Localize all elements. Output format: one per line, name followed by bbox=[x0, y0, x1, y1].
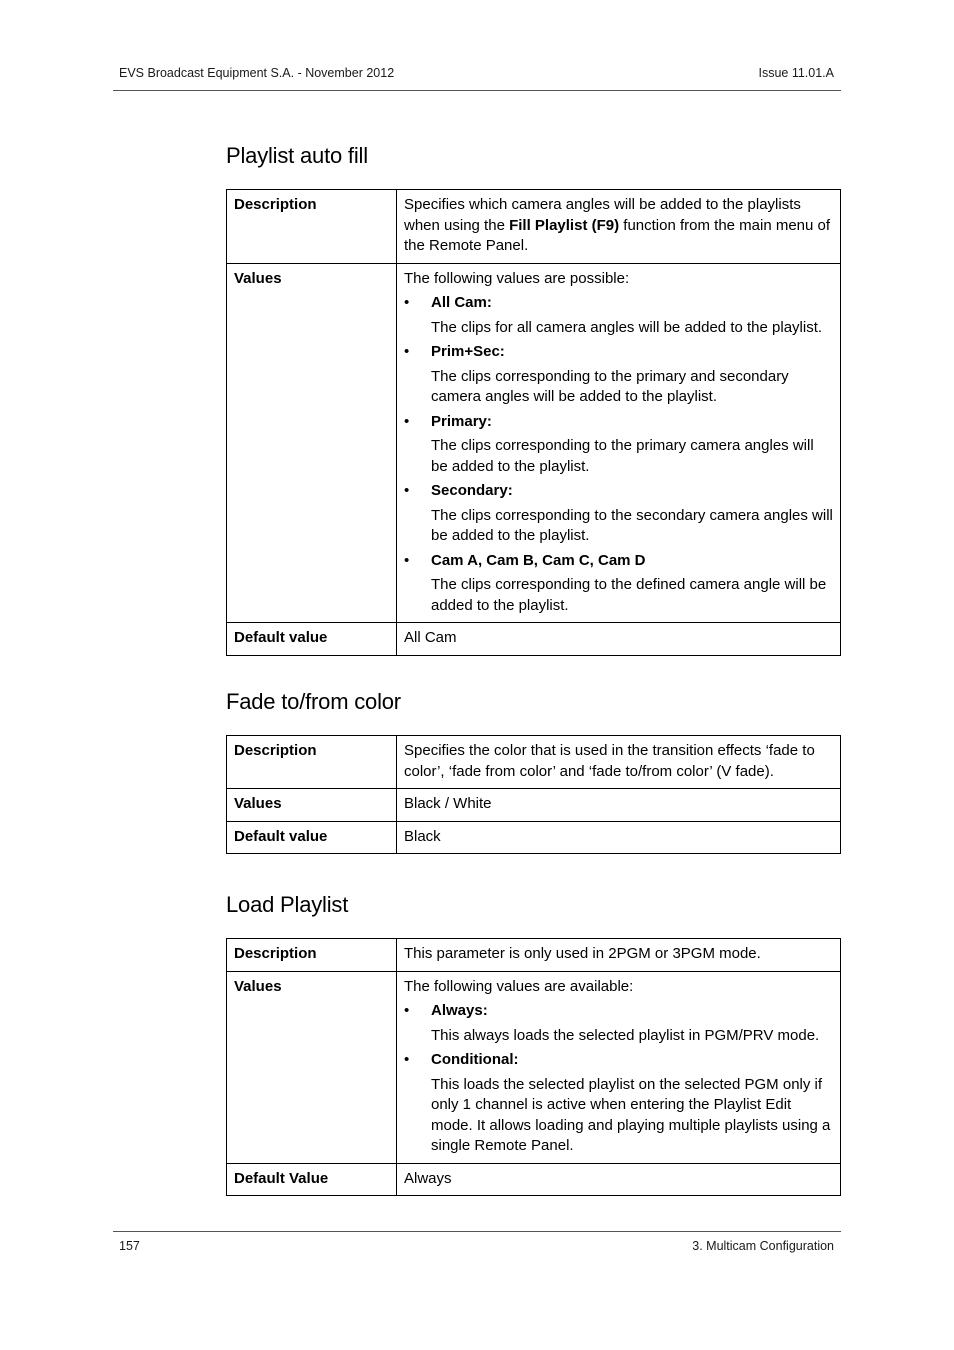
load-playlist-table bbox=[226, 938, 841, 1196]
row-label: Values bbox=[227, 263, 397, 623]
section-title-load-playlist: Load Playlist bbox=[226, 892, 349, 917]
list-item bbox=[404, 293, 834, 338]
table-row-description bbox=[227, 736, 841, 789]
section-title-playlist-auto-fill: Playlist auto fill bbox=[226, 143, 368, 168]
row-value bbox=[397, 263, 841, 623]
bullet-icon: • bbox=[404, 1051, 410, 1068]
page-header bbox=[113, 64, 841, 91]
value-term: Primary: bbox=[431, 412, 492, 430]
fade-color-table bbox=[226, 735, 841, 854]
row-value: All Cam bbox=[397, 623, 841, 656]
row-label: Default Value bbox=[227, 1163, 397, 1196]
list-item bbox=[404, 412, 834, 478]
table-row-values bbox=[227, 263, 841, 623]
table-row-default bbox=[227, 1163, 841, 1196]
values-intro: The following values are possible: bbox=[404, 269, 630, 287]
row-label: Description bbox=[227, 736, 397, 789]
section-title-fade-to-from-color: Fade to/from color bbox=[226, 689, 401, 714]
header-issue: Issue 11.01.A bbox=[758, 66, 834, 80]
table-row-description bbox=[227, 190, 841, 264]
bullet-icon: • bbox=[404, 482, 410, 499]
footer-page-number: 157 bbox=[119, 1239, 140, 1253]
values-intro: The following values are available: bbox=[404, 977, 634, 995]
value-term: Cam A, Cam B, Cam C, Cam D bbox=[431, 551, 646, 569]
value-desc: This loads the selected playlist on the selected PGM only if only 1 channel is active when entering the Playlist Edit mode. It allows loading and playing multiple playlists using a single Remote Panel. bbox=[431, 1075, 831, 1154]
value-desc: The clips corresponding to the primary and secondary camera angles will be added to the playlist. bbox=[431, 367, 789, 405]
table-row-values bbox=[227, 971, 841, 1163]
row-label: Description bbox=[227, 939, 397, 972]
bullet-icon: • bbox=[404, 294, 410, 311]
row-label: Default value bbox=[227, 623, 397, 656]
list-item bbox=[404, 1001, 834, 1046]
list-item bbox=[404, 481, 834, 547]
row-label: Values bbox=[227, 971, 397, 1163]
value-desc: The clips corresponding to the secondary camera angles will be added to the playlist. bbox=[431, 506, 833, 544]
page-footer bbox=[113, 1231, 841, 1253]
row-label: Default value bbox=[227, 821, 397, 854]
description-text-pre: Specifies which camera angles will be added to the playlists when using the bbox=[404, 196, 801, 234]
bullet-icon: • bbox=[404, 1002, 410, 1019]
list-item bbox=[404, 551, 834, 617]
row-value bbox=[397, 190, 841, 264]
value-term: Prim+Sec: bbox=[431, 343, 505, 360]
row-value bbox=[397, 971, 841, 1163]
bullet-icon: • bbox=[404, 412, 410, 430]
description-text-bold: Fill Playlist (F9) bbox=[509, 216, 620, 234]
value-term: Always: bbox=[431, 1002, 488, 1019]
playlist-auto-fill-table bbox=[226, 189, 841, 656]
bullet-icon: • bbox=[404, 551, 410, 569]
description-text-post: function from the main menu of the Remote Panel. bbox=[404, 216, 831, 254]
table-row-default bbox=[227, 821, 841, 854]
row-label: Description bbox=[227, 190, 397, 264]
table-row-default bbox=[227, 623, 841, 656]
row-value: Black / White bbox=[397, 789, 841, 822]
value-desc: This always loads the selected playlist in PGM/PRV mode. bbox=[431, 1026, 820, 1044]
table-row-values bbox=[227, 789, 841, 822]
row-value: Always bbox=[397, 1163, 841, 1196]
list-item bbox=[404, 342, 834, 408]
value-term: All Cam: bbox=[431, 294, 492, 311]
table-row-description bbox=[227, 939, 841, 972]
value-desc: The clips corresponding to the primary camera angles will be added to the playlist. bbox=[431, 437, 814, 475]
value-term: Conditional: bbox=[431, 1051, 519, 1068]
footer-chapter: 3. Multicam Configuration bbox=[692, 1239, 834, 1253]
row-value: Black bbox=[397, 821, 841, 854]
row-label: Values bbox=[227, 789, 397, 822]
value-desc: The clips corresponding to the defined camera angle will be added to the playlist. bbox=[431, 576, 827, 614]
value-desc: The clips for all camera angles will be added to the playlist. bbox=[431, 318, 823, 336]
row-value: Specifies the color that is used in the transition effects ‘fade to color’, ‘fade from color’ and ‘fade to/from color’ (V fade). bbox=[397, 736, 841, 789]
value-term: Secondary: bbox=[431, 482, 513, 499]
list-item bbox=[404, 1050, 834, 1157]
row-value: This parameter is only used in 2PGM or 3PGM mode. bbox=[397, 939, 841, 972]
bullet-icon: • bbox=[404, 343, 410, 360]
header-company-date: EVS Broadcast Equipment S.A. - November 2012 bbox=[119, 66, 395, 80]
